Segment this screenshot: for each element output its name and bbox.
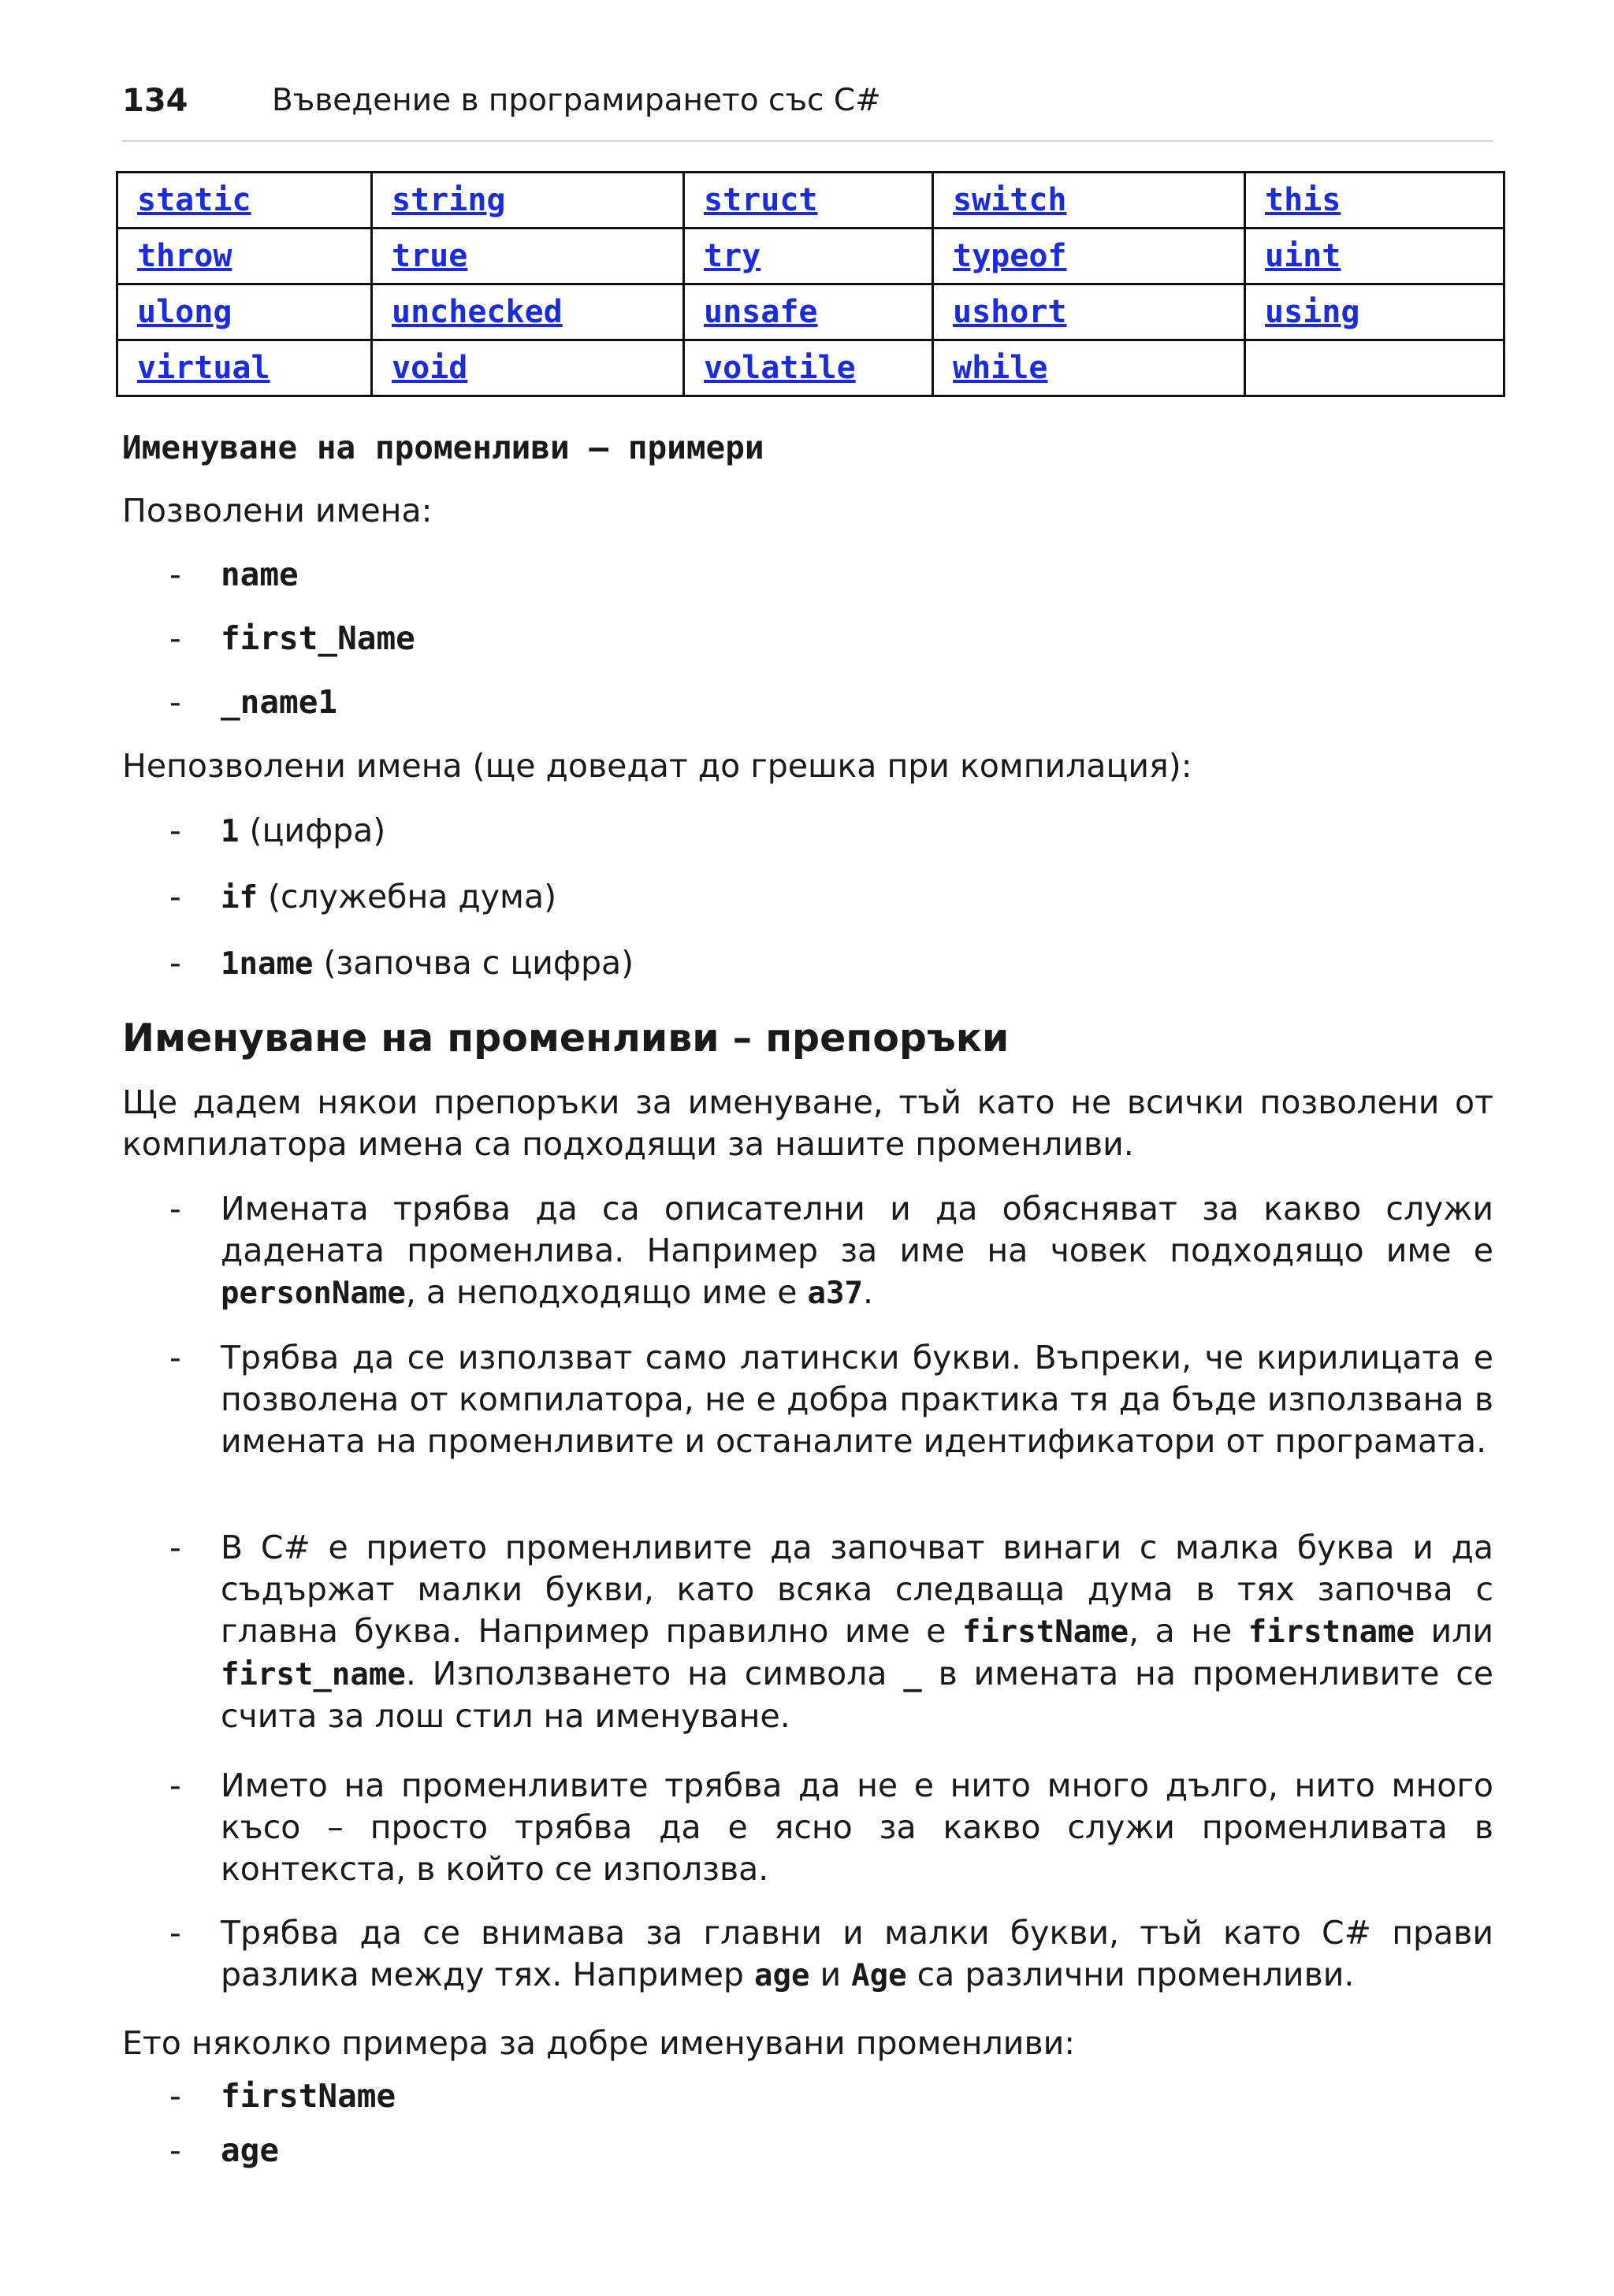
keyword-link[interactable]: ulong xyxy=(137,294,232,330)
note-text: (започва с цифра) xyxy=(313,944,634,982)
keyword-link[interactable]: this xyxy=(1265,182,1341,218)
keyword-link[interactable]: typeof xyxy=(953,238,1067,274)
code-name: age xyxy=(221,2131,280,2169)
table-cell xyxy=(372,284,684,340)
list-dash: - xyxy=(169,1767,181,1804)
table-row xyxy=(117,340,1504,396)
keyword-link[interactable]: try xyxy=(704,238,761,274)
code-name: if xyxy=(221,880,258,916)
code-name: personName xyxy=(221,1276,406,1311)
keyword-link[interactable]: struct xyxy=(704,182,818,218)
text-run: , а не xyxy=(1129,1612,1248,1650)
keyword-link[interactable]: unchecked xyxy=(392,294,563,330)
list-text xyxy=(221,1912,1493,1997)
page-number: 134 xyxy=(122,83,188,119)
code-name: first_Name xyxy=(221,619,415,657)
code-name: age xyxy=(753,1958,810,1993)
keyword-link[interactable]: void xyxy=(392,350,468,386)
list-dash: - xyxy=(169,1190,181,1228)
keyword-link[interactable]: virtual xyxy=(137,350,270,386)
list-text xyxy=(221,1188,1493,1314)
text-run: и xyxy=(809,1956,852,1993)
list-dash: - xyxy=(169,2077,181,2115)
keyword-link[interactable]: switch xyxy=(953,182,1067,218)
table-cell xyxy=(933,340,1245,396)
keyword-link[interactable]: volatile xyxy=(704,350,856,386)
running-title: Въведение в програмирането със C# xyxy=(272,83,881,118)
list-dash: - xyxy=(169,555,181,593)
list-dash: - xyxy=(169,1914,181,1952)
keywords-table xyxy=(116,171,1505,397)
good-examples-label: Ето няколко примера за добре именувани променливи: xyxy=(122,2024,1076,2062)
table-cell xyxy=(372,228,684,284)
code-name: 1 xyxy=(221,814,240,849)
keyword-link[interactable]: uint xyxy=(1265,238,1341,274)
table-row xyxy=(117,173,1504,228)
keyword-link[interactable]: ushort xyxy=(953,294,1067,330)
table-row xyxy=(117,284,1504,340)
keyword-link[interactable]: true xyxy=(392,238,468,274)
list-dash: - xyxy=(169,619,181,657)
keyword-link[interactable]: string xyxy=(392,182,506,218)
code-name: _ xyxy=(903,1657,922,1692)
code-name: a37 xyxy=(807,1276,863,1311)
keyword-link[interactable]: using xyxy=(1265,294,1360,330)
list-dash: - xyxy=(169,2131,181,2169)
table-cell-empty xyxy=(1245,340,1504,396)
text-run: Трябва да се внимава за главни и малки букви, тъй като C# прави разлика между тях. Например xyxy=(221,1914,1493,1993)
allowed-label: Позволени имена: xyxy=(122,492,433,529)
table-cell xyxy=(684,284,933,340)
list-text: Трябва да се използват само латински букви. Въпреки, че кирилицата е позволена от компилатора, не е добра практика тя да бъде използвана в имената на променливите и останалите идентификатори от програмата. xyxy=(221,1339,1493,1460)
list-text xyxy=(221,876,1493,919)
list-dash: - xyxy=(169,683,181,721)
table-cell xyxy=(372,340,684,396)
section-heading: Именуване на променливи – препоръки xyxy=(122,1016,1010,1061)
table-cell xyxy=(933,284,1245,340)
list-text xyxy=(221,810,1493,853)
code-name: Age xyxy=(851,1958,907,1993)
table-cell xyxy=(933,173,1245,228)
table-row xyxy=(117,228,1504,284)
examples-heading: Именуване на променливи – примери xyxy=(122,429,764,466)
list-dash: - xyxy=(169,1529,181,1566)
keyword-link[interactable]: while xyxy=(953,350,1048,386)
code-name: firstName xyxy=(961,1614,1129,1650)
list-text xyxy=(221,1527,1493,1737)
table-cell xyxy=(1245,284,1504,340)
table-cell xyxy=(117,173,372,228)
table-cell xyxy=(117,340,372,396)
list-text: Името на променливите трябва да не е нито много дълго, нито много късо – просто трябва да е ясно за какво служи променливата в контекста, в който се използва. xyxy=(221,1767,1493,1888)
text-run: или xyxy=(1415,1612,1493,1650)
table-cell xyxy=(117,284,372,340)
note-text: (служебна дума) xyxy=(257,878,557,916)
keyword-link[interactable]: static xyxy=(137,182,251,218)
text-run: В C# е прието променливите да започват винаги с малка буква и да съдържат малки букви, като всяка следваща дума в тях започва с главна буква. Например правилно име е xyxy=(221,1529,1493,1650)
running-header xyxy=(122,79,1493,142)
disallowed-label: Непозволени имена (ще доведат до грешка при компилация): xyxy=(122,747,1192,785)
list-dash: - xyxy=(169,1339,181,1376)
code-name: _name1 xyxy=(221,683,338,721)
table-cell xyxy=(117,228,372,284)
code-name: firstname xyxy=(1248,1614,1415,1650)
text-run: са различни променливи. xyxy=(906,1956,1355,1993)
text-run: , а неподходящо име е xyxy=(405,1273,808,1311)
list-text xyxy=(221,942,1493,985)
list-dash: - xyxy=(169,812,181,849)
list-dash: - xyxy=(169,944,181,982)
code-name: firstName xyxy=(221,2077,396,2115)
table-cell xyxy=(1245,173,1504,228)
text-run: в имената на променливите се счита за лош стил на именуване. xyxy=(221,1655,1493,1735)
code-name: 1name xyxy=(221,946,314,982)
table-cell xyxy=(684,340,933,396)
intro-paragraph: Ще дадем някои препоръки за именуване, тъй като не всички позволени от компилатора имена са подходящи за нашите променливи. xyxy=(122,1083,1493,1163)
table-cell xyxy=(1245,228,1504,284)
text-run: . xyxy=(862,1273,873,1311)
table-cell xyxy=(684,173,933,228)
list-dash: - xyxy=(169,878,181,916)
code-name: first_name xyxy=(221,1657,406,1692)
table-cell xyxy=(372,173,684,228)
code-name: name xyxy=(221,555,299,593)
keyword-link[interactable]: throw xyxy=(137,238,232,274)
keyword-link[interactable]: unsafe xyxy=(704,294,818,330)
text-run: Имената трябва да са описателни и да обясняват за какво служи дадената променлива. Например за име на човек подходящо име е xyxy=(221,1190,1493,1269)
text-run: . Използването на символа xyxy=(405,1655,904,1692)
table-cell xyxy=(684,228,933,284)
table-cell xyxy=(933,228,1245,284)
note-text: (цифра) xyxy=(239,812,386,849)
